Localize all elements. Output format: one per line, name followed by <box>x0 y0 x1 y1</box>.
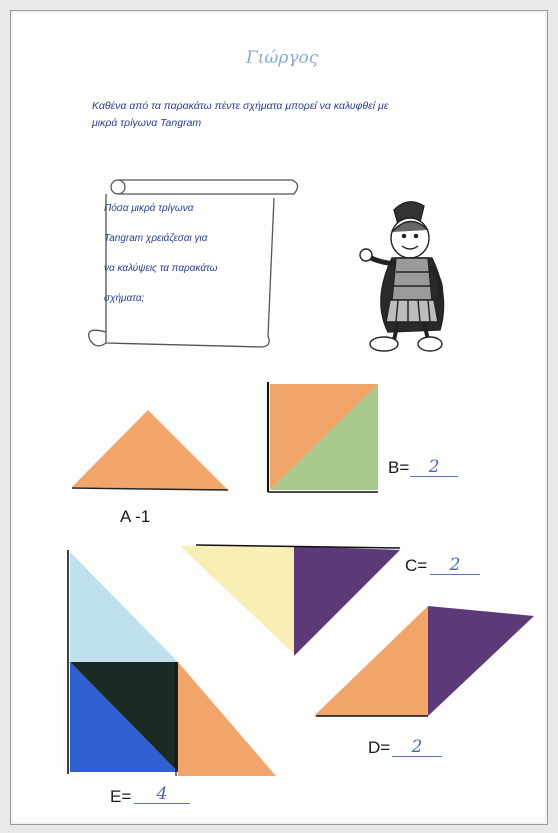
intro-line-2: μικρά τρίγωνα Tangram <box>92 117 202 129</box>
shape-e-label: E= <box>110 787 132 806</box>
student-name: Γιώργος <box>246 48 319 68</box>
shape-b-answer: 2 <box>410 458 458 477</box>
question-line-1: Πόσα μικρά τρίγωνα <box>104 203 194 214</box>
shape-b-label: B= <box>388 458 410 477</box>
shape-e-answer: 4 <box>134 785 190 804</box>
shape-c-label: C= <box>405 556 428 575</box>
shape-d-label: D= <box>368 738 391 757</box>
shape-d-answer: 2 <box>392 738 442 757</box>
shape-a-label: A -1 <box>120 507 151 526</box>
shape-e-orange-triangle <box>178 662 276 776</box>
question-line-2: Tangram χρειάζεσαι για <box>104 233 208 244</box>
question-line-3: να καλύψεις τα παρακάτω <box>104 263 218 274</box>
shape-e-lightblue-triangle <box>70 552 178 662</box>
question-line-4: σχήματα; <box>104 293 145 304</box>
intro-line-1: Καθένα από τα παρακάτω πέντε σχήματα μπορεί να καλυφθεί με <box>92 100 389 112</box>
shape-c-answer: 2 <box>430 556 480 575</box>
